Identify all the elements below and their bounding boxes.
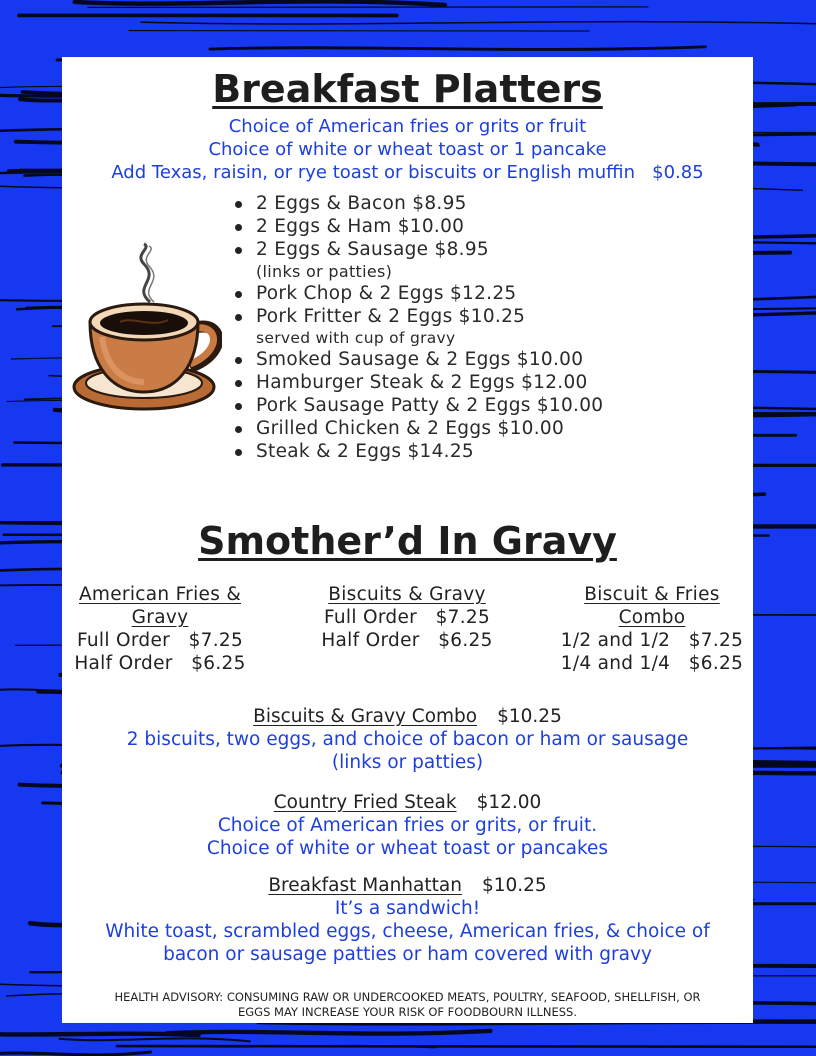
column-title: American Fries & <box>78 584 242 605</box>
list-item: Steak & 2 Eggs $14.25 <box>232 440 603 463</box>
column-line: 1/4 and 1/4 $6.25 <box>560 653 744 674</box>
advisory-line: HEALTH ADVISORY: CONSUMING RAW OR UNDERCOOKED MEATS, POULTRY, SEAFOOD, SHELLFISH, OR <box>114 990 701 1004</box>
column-line: Half Order $6.25 <box>321 630 493 651</box>
menu-card <box>62 57 753 1023</box>
column-title: Gravy <box>131 607 189 628</box>
gravy-column-biscuits <box>307 583 507 652</box>
column-line: Full Order $7.25 <box>323 607 491 628</box>
list-item: 2 Eggs & Ham $10.00 <box>232 215 603 238</box>
grain-streak <box>88 7 648 8</box>
special-breakfast-manhattan <box>62 874 753 966</box>
list-item: Grilled Chicken & 2 Eggs $10.00 <box>232 417 603 440</box>
special-name: Country Fried Steak <box>273 792 457 813</box>
special-desc: 2 biscuits, two eggs, and choice of bacon or ham or sausage <box>126 729 689 750</box>
list-item: Smoked Sausage & 2 Eggs $10.00 <box>232 348 603 371</box>
special-country-fried-steak <box>62 791 753 860</box>
column-title: Biscuit & Fries <box>584 584 720 605</box>
intro-line: Choice of white or wheat toast or 1 pancake <box>208 139 607 160</box>
intro-line: Choice of American fries or grits or fruit <box>228 116 587 137</box>
special-desc: (links or patties) <box>331 752 484 773</box>
special-desc: Choice of American fries or grits, or fruit. <box>217 815 598 836</box>
health-advisory <box>70 990 745 1020</box>
item-note: (links or patties) <box>256 262 393 281</box>
special-desc: White toast, scrambled eggs, cheese, American fries, & choice of <box>105 921 710 942</box>
grain-streak <box>129 31 589 32</box>
list-item: Pork Sausage Patty & 2 Eggs $10.00 <box>232 394 603 417</box>
special-price: $10.25 <box>497 706 562 727</box>
special-price: $10.25 <box>481 875 547 896</box>
grain-streak <box>167 1031 491 1034</box>
grain-streak <box>0 1034 199 1035</box>
column-line: Half Order $6.25 <box>74 653 246 674</box>
special-name: Breakfast Manhattan <box>268 875 462 896</box>
special-desc: bacon or sausage patties or ham covered with gravy <box>163 944 652 965</box>
intro-line: Add Texas, raisin, or rye toast or biscuits or English muffin $0.85 <box>111 162 704 183</box>
platters-title: Breakfast Platters <box>212 67 603 111</box>
special-price: $12.00 <box>476 792 542 813</box>
special-name: Biscuits & Gravy Combo <box>253 706 478 727</box>
gravy-column-combo <box>552 583 752 675</box>
platter-list <box>232 192 603 463</box>
column-line: 1/2 and 1/2 $7.25 <box>560 630 744 651</box>
gravy-title: Smother’d In Gravy <box>198 519 617 563</box>
advisory-line: EGGS MAY INCREASE YOUR RISK OF FOODBOURN ILLNESS. <box>237 1005 577 1019</box>
special-desc: It’s a sandwich! <box>334 898 481 919</box>
column-title: Biscuits & Gravy <box>328 584 486 605</box>
coffee-cup-icon <box>72 242 222 412</box>
special-biscuits-combo <box>62 705 753 774</box>
list-item: Pork Fritter & 2 Eggs $10.25 <box>232 305 603 328</box>
list-item: Hamburger Steak & 2 Eggs $12.00 <box>232 371 603 394</box>
platters-intro <box>62 115 753 184</box>
list-item: 2 Eggs & Sausage $8.95 <box>232 238 603 261</box>
item-note: served with cup of gravy <box>256 329 456 347</box>
special-desc: Choice of white or wheat toast or pancakes <box>206 838 609 859</box>
column-title: Combo <box>618 607 686 628</box>
list-item: 2 Eggs & Bacon $8.95 <box>232 192 603 215</box>
gravy-column-fries <box>62 583 258 675</box>
column-line: Full Order $7.25 <box>76 630 244 651</box>
list-item: Pork Chop & 2 Eggs $12.25 <box>232 282 603 305</box>
